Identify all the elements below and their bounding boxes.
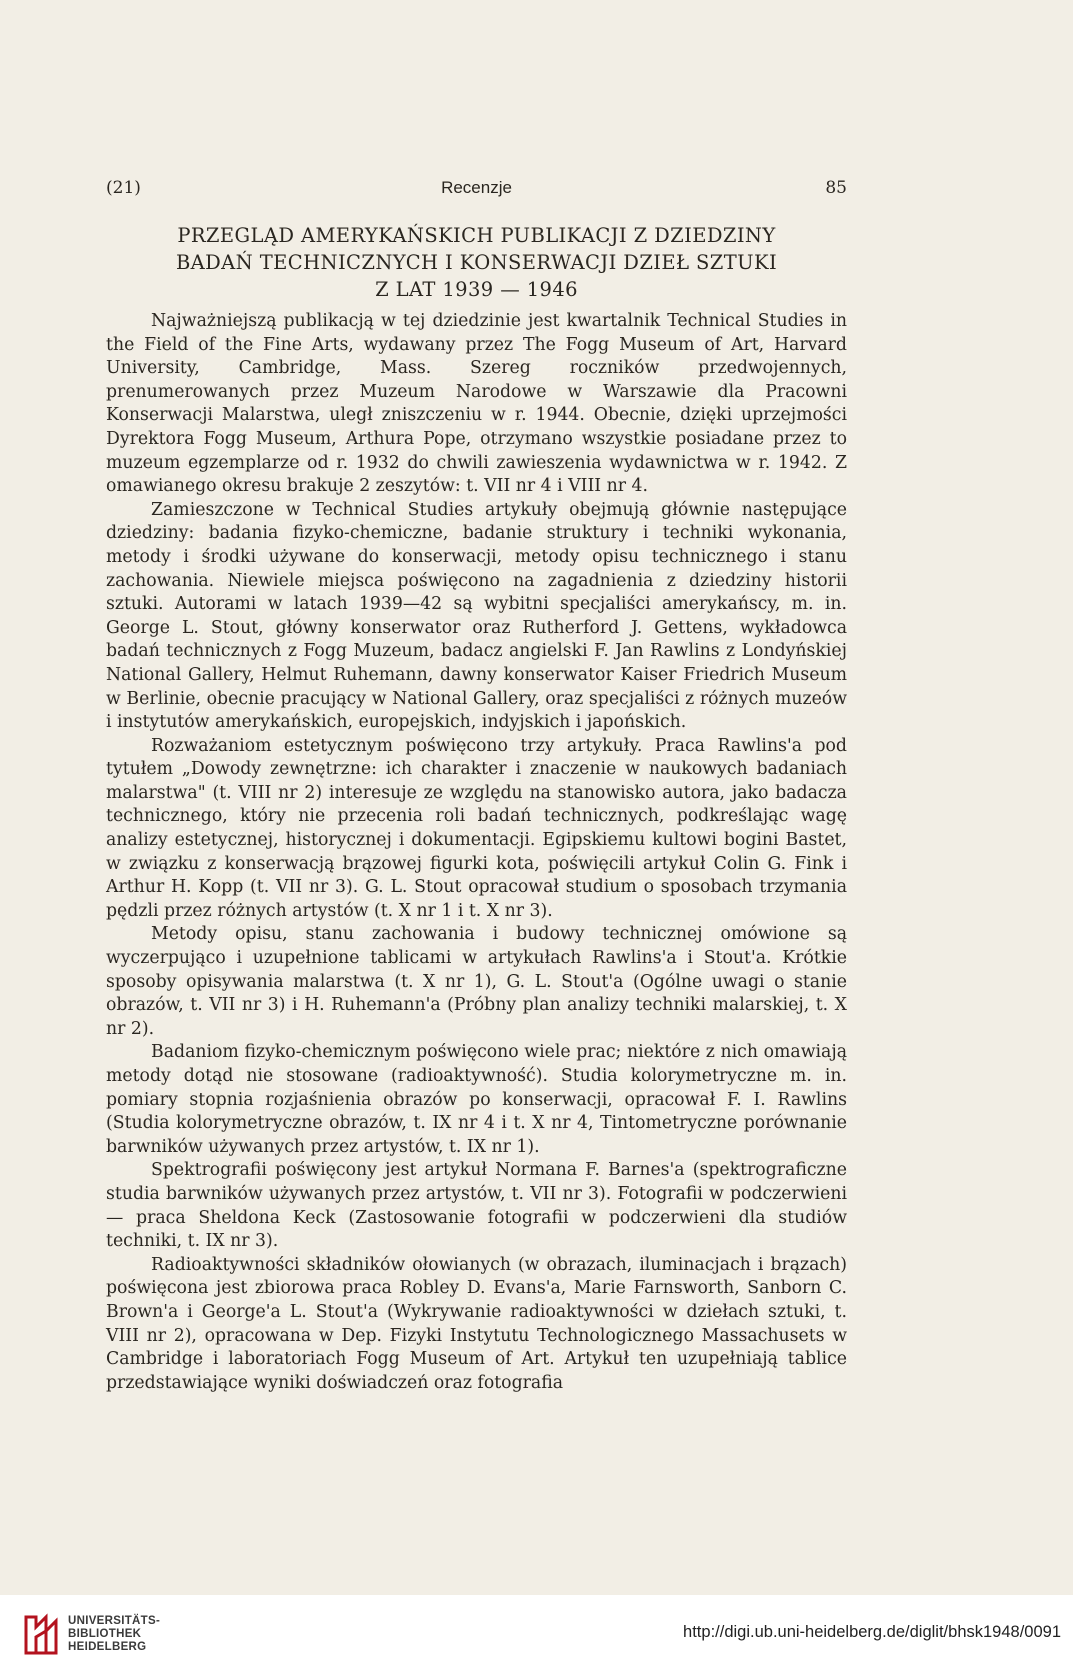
digitization-footer — [0, 1595, 1073, 1674]
running-title: Recenzje — [441, 178, 512, 197]
paragraph: Radioaktywności składników ołowianych (w obrazach, iluminacjach i brązach) poświęcona jest zbiorowa praca Robley D. Evans'a, Marie Farnsworth, Sanborn C. Brown'a i George'a L. Stout'a (Wykrywanie radioaktywności w dziełach sztuki, t. VIII nr 2), opracowana w Dep. Fizyki Instytutu Technologicznego Massachusets w Cambridge i laboratoriach Fogg Museum of Art. Artykuł ten uzupełniają tablice przedstawiające wyniki doświadczeń oraz fotografia — [106, 1254, 847, 1393]
article-title — [106, 222, 847, 303]
university-library-logo-icon — [22, 1611, 66, 1657]
source-url-link[interactable]: http://digi.ub.uni-heidelberg.de/diglit/bhsk1948/0091 — [683, 1623, 1061, 1641]
article-body — [106, 310, 847, 1395]
paragraph: Najważniejszą publikacją w tej dziedzinie jest kwartalnik Technical Studies in the Field of the Fine Arts, wydawany przez The Fogg Museum of Art, Harvard University, Cambridge, Mass. Szereg roczników przedwojennych, prenumerowanych przez Muzeum Narodowe w Warszawie dla Pracowni Konserwacji Malarstwa, uległ zniszczeniu w r. 1944. Obecnie, dzięki uprzejmości Dyrektora Fogg Museum, Arthura Pope, otrzymano wszystkie posiadane przez to muzeum egzemplarze od r. 1932 do chwili zawieszenia wydawnictwa w r. 1942. Z omawianego okresu brakuje 2 zeszytów: t. VII nr 4 i VIII nr 4. — [106, 311, 847, 497]
title-line-2: BADAŃ TECHNICZNYCH I KONSERWACJI DZIEŁ SZTUKI — [175, 251, 778, 274]
section-number: (21) — [106, 178, 141, 198]
paragraph: Rozważaniom estetycznym poświęcono trzy artykuły. Praca Rawlins'a pod tytułem „Dowody zewnętrzne: ich charakter i znaczenie w naukowych badaniach malarstwa" (t. VIII nr 2) interesuje ze względu na stanowisko autora, jako badacza technicznego, który nie przecenia roli badań technicznych, podkreślając wagę analizy estetycznej, historycznej i dokumentacji. Egipskiemu kultowi bogini Bastet, w związku z konserwacją brązowej figurki kota, poświęcili artykuł Colin G. Fink i Arthur H. Kopp (t. VII nr 3). G. L. Stout opracował studium o sposobach trzymania pędzli przez różnych artystów (t. X nr 1 i t. X nr 3). — [106, 735, 847, 921]
title-line-1: PRZEGLĄD AMERYKAŃSKICH PUBLIKACJI Z DZIEDZINY — [177, 224, 776, 247]
library-name: UNIVERSITÄTS- BIBLIOTHEK HEIDELBERG — [68, 1615, 161, 1653]
paragraph: Badaniom fizyko-chemicznym poświęcono wiele prac; niektóre z nich omawiają metody dotąd nie stosowane (radioaktywność). Studia kolorymetryczne m. in. pomiary stopnia rozjaśnienia obrazów po konserwacji, opracował F. I. Rawlins (Studia kolorymetryczne obrazów, t. IX nr 4 i t. X nr 4, Tintometryczne porównanie barwników używanych przez artystów, t. IX nr 1). — [106, 1042, 847, 1157]
paragraph: Spektrografii poświęcony jest artykuł Normana F. Barnes'a (spektrograficzne studia barwników używanych przez artystów, t. VII nr 3). Fotografii w podczerwieni — praca Sheldona Keck (Zastosowanie fotografii w podczerwieni dla studiów techniki, t. IX nr 3). — [106, 1160, 847, 1252]
paragraph: Metody opisu, stanu zachowania i budowy technicznej omówione są wyczerpująco i uzupełnione tablicami w artykułach Rawlins'a i Stout'a. Krótkie sposoby opisywania malarstwa (t. X nr 1), G. L. Stout'a (Ogólne uwagi o stanie obrazów, t. VII nr 3) i H. Ruhemann'a (Próbny plan analizy techniki malarskiej, t. X nr 2). — [106, 924, 847, 1039]
paragraph: Zamieszczone w Technical Studies artykuły obejmują głównie następujące dziedziny: badania fizyko-chemiczne, badanie struktury i techniki wykonania, metody i środki używane do konserwacji, metody opisu technicznego i stanu zachowania. Niewiele miejsca poświęcono na zagadnienia z dziedziny historii sztuki. Autorami w latach 1939—42 są wybitni specjaliści amerykańscy, m. in. George L. Stout, główny konserwator oraz Rutherford J. Gettens, wykładowca badań technicznych z Fogg Muzeum, badacz angielski F. Jan Rawlins z Londyńskiej National Gallery, Helmut Ruhemann, dawny konserwator Kaiser Friedrich Museum w Berlinie, obecnie pracujący w National Gallery, oraz specjaliści z różnych muzeów i instytutów amerykańskich, europejskich, indyjskich i japońskich. — [106, 499, 847, 733]
page-number: 85 — [825, 178, 847, 198]
title-line-3: Z LAT 1939 — 1946 — [375, 278, 578, 301]
running-head — [106, 178, 847, 204]
